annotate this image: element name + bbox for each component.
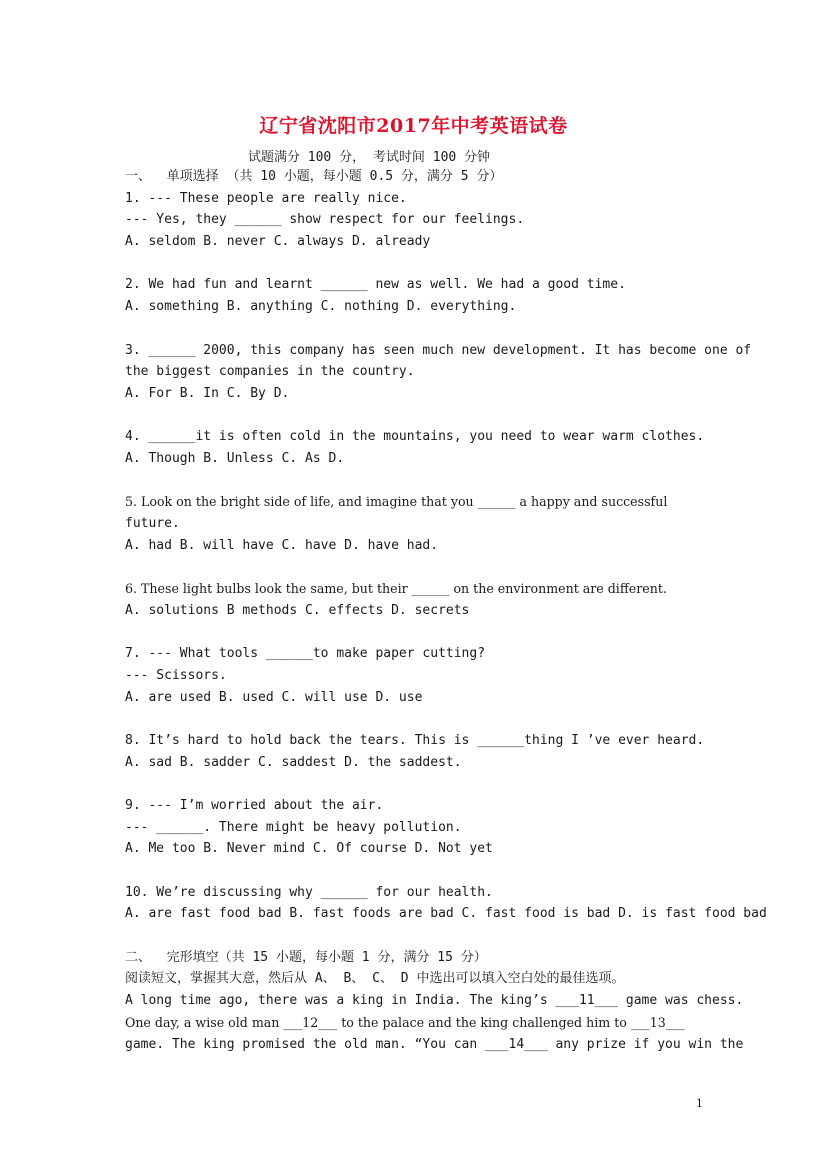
spacer xyxy=(125,708,705,730)
question-8-options: A. sad B. sadder C. saddest D. the saddest. xyxy=(125,754,462,770)
page-number: 1 xyxy=(696,1097,703,1110)
question-8-line-1: 8. It’s hard to hold back the tears. This is ______thing I ’ve ever heard. xyxy=(125,732,705,748)
spacer xyxy=(125,925,705,947)
question-9-line-2: --- ______. There might be heavy pollution. xyxy=(125,819,462,835)
spacer xyxy=(125,318,705,340)
spacer xyxy=(125,253,705,275)
spacer xyxy=(125,773,705,795)
passage-line-1: A long time ago, there was a king in India. The king’s ___11___ game was chess. xyxy=(125,993,744,1009)
question-10-options: A. are fast food bad B. fast foods are bad C. fast food is bad D. is fast food bad xyxy=(125,906,767,922)
section2-heading: 二、 完形填空（共 15 小题，每小题 1 分，满分 15 分） xyxy=(125,949,487,965)
question-9-options: A. Me too B. Never mind C. Of course D. Not yet xyxy=(125,841,493,857)
question-4-options: A. Though B. Unless C. As D. xyxy=(125,450,345,466)
question-5-options: A. had B. will have C. have D. have had. xyxy=(125,537,439,553)
question-5-line-1: 5. Look on the bright side of life, and imagine that you ______ a happy and successful xyxy=(125,494,668,510)
question-3-line-1: 3. ______ 2000, this company has seen much new development. It has become one of xyxy=(125,342,752,358)
question-1-line-2: --- Yes, they ______ show respect for our feelings. xyxy=(125,212,525,228)
question-2-line-1: 2. We had fun and learnt ______ new as well. We had a good time. xyxy=(125,277,626,293)
question-1-line-1: 1. --- These people are really nice. xyxy=(125,190,407,206)
question-2-options: A. something B. anything C. nothing D. everything. xyxy=(125,299,517,315)
question-10-line-1: 10. We’re discussing why ______ for our health. xyxy=(125,884,493,900)
spacer xyxy=(125,621,705,643)
section2-instruction: 阅读短文，掌握其大意，然后从 A、 B、 C、 D 中选出可以填入空白处的最佳选项。 xyxy=(125,971,625,987)
question-3-line-2: the biggest companies in the country. xyxy=(125,364,415,380)
question-7-line-2: --- Scissors. xyxy=(125,667,227,683)
passage-line-2: One day, a wise old man ___12___ to the palace and the king challenged him to ___13___ xyxy=(125,1014,685,1030)
question-6-options: A. solutions B methods C. effects D. secrets xyxy=(125,602,470,618)
question-4-line-1: 4. ______it is often cold in the mountains, you need to wear warm clothes. xyxy=(125,429,705,445)
exam-subtitle: 试题满分 100 分， 考试时间 100 分钟 xyxy=(247,150,491,165)
question-7-options: A. are used B. used C. will use D. use xyxy=(125,689,423,705)
question-1-options: A. seldom B. never C. always D. already xyxy=(125,234,431,250)
spacer xyxy=(125,556,705,578)
spacer xyxy=(125,405,705,427)
exam-title: 辽宁省沈阳市2017年中考英语试卷 xyxy=(259,115,568,137)
question-7-line-1: 7. --- What tools ______to make paper cutting? xyxy=(125,646,486,662)
question-3-options: A. For B. In C. By D. xyxy=(125,385,290,401)
question-9-line-1: 9. --- I’m worried about the air. xyxy=(125,797,384,813)
spacer xyxy=(125,470,705,492)
section1-heading: 一、 单项选择 （共 10 小题，每小题 0.5 分，满分 5 分） xyxy=(125,169,503,184)
question-6-line-1: 6. These light bulbs look the same, but their ______ on the environment are different. xyxy=(125,581,667,597)
passage-line-3: game. The king promised the old man. “You can ___14___ any prize if you win the xyxy=(125,1036,744,1052)
exam-content xyxy=(125,166,767,1055)
question-5-line-2: future. xyxy=(125,516,180,531)
spacer xyxy=(125,860,705,882)
